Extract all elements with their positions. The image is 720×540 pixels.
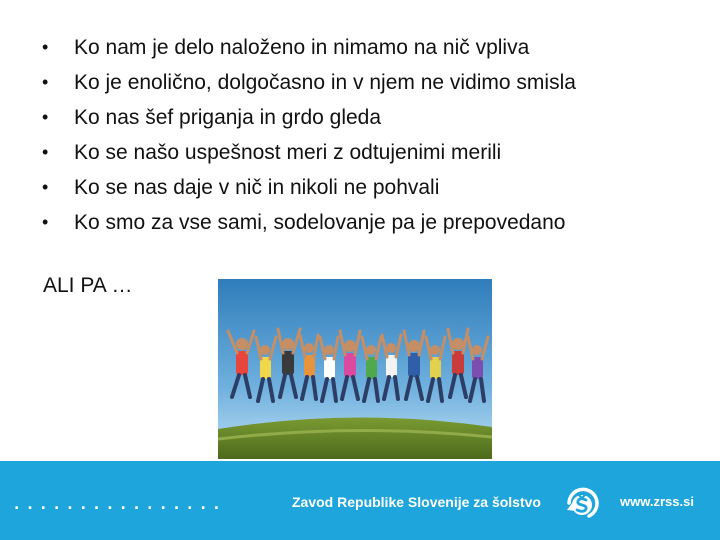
bullet-text: Ko se nas daje v nič in nikoli ne pohvali <box>74 176 440 199</box>
bullet-text: Ko smo za vse sami, sodelovanje pa je prepovedano <box>74 211 566 234</box>
bullet-dot-icon: • <box>42 142 49 162</box>
bullet-text: Ko je enolično, dolgočasno in v njem ne vidimo smisla <box>74 71 576 94</box>
jumping-people-photo <box>218 279 492 459</box>
zrss-logo-icon <box>559 480 605 526</box>
bullet-item <box>42 135 712 170</box>
bullet-item <box>42 170 712 205</box>
bullet-text: Ko nas šef priganja in grdo gleda <box>74 106 382 129</box>
bullet-dot-icon: • <box>42 177 49 197</box>
bullet-item <box>42 205 712 240</box>
bullet-item <box>42 100 712 135</box>
bullet-text: Ko nam je delo naloženo in nimamo na nič vpliva <box>74 36 530 59</box>
organization-name: Zavod Republike Slovenije za šolstvo <box>292 494 541 510</box>
website-url[interactable]: www.zrss.si <box>620 494 694 509</box>
ali-pa-text: ALI PA … <box>43 274 133 297</box>
bullet-dot-icon: • <box>42 107 49 127</box>
footer-dots: ................ <box>14 497 228 513</box>
bullet-text: Ko se našo uspešnost meri z odtujenimi merili <box>74 141 502 164</box>
bullet-dot-icon: • <box>42 212 49 232</box>
bullet-dot-icon: • <box>42 37 49 57</box>
bullet-list <box>42 30 712 240</box>
bullet-item <box>42 65 712 100</box>
bullet-item <box>42 30 712 65</box>
bullet-dot-icon: • <box>42 72 49 92</box>
